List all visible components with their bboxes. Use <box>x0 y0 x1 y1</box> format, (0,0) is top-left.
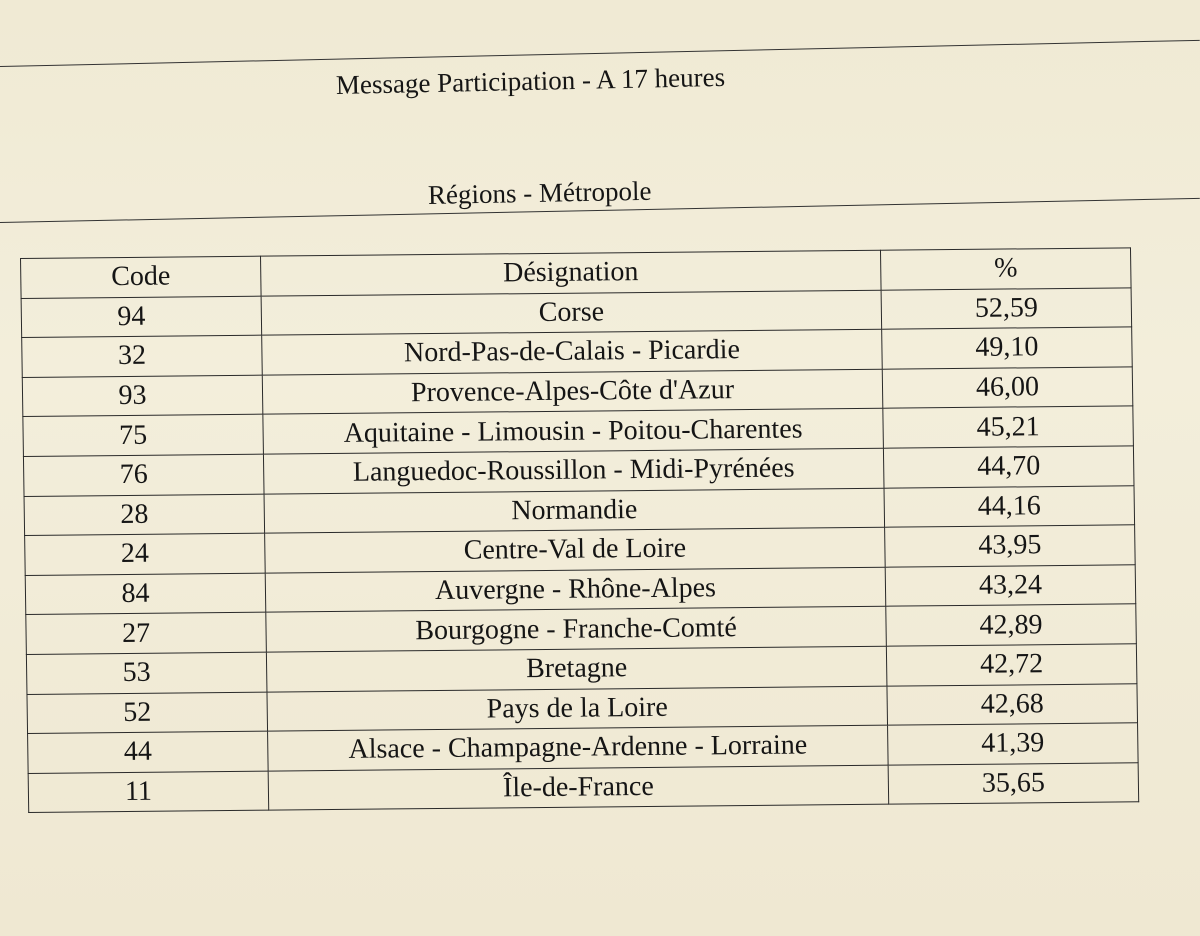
cell-designation: Aquitaine - Limousin - Poitou-Charentes <box>263 409 884 455</box>
cell-percent: 43,24 <box>885 565 1136 607</box>
table-body <box>21 287 1139 812</box>
cell-designation: Normandie <box>264 488 885 534</box>
cell-designation: Nord-Pas-de-Calais - Picardie <box>262 329 883 375</box>
cell-designation: Bourgogne - Franche-Comté <box>266 607 887 653</box>
cell-designation: Alsace - Champagne-Ardenne - Lorraine <box>268 725 889 771</box>
cell-code: 84 <box>25 573 266 615</box>
cell-percent: 41,39 <box>888 723 1139 765</box>
cell-designation: Pays de la Loire <box>267 686 888 732</box>
cell-percent: 42,89 <box>886 604 1137 646</box>
cell-designation: Corse <box>261 290 882 336</box>
cell-percent: 44,16 <box>884 485 1135 527</box>
cell-code: 44 <box>28 731 269 773</box>
cell-code: 93 <box>22 375 263 417</box>
cell-code: 94 <box>21 296 262 338</box>
cell-percent: 49,10 <box>882 327 1133 369</box>
message-title: Message Participation - A 17 heures <box>335 61 726 100</box>
cell-code: 76 <box>23 454 264 496</box>
cell-percent: 45,21 <box>883 406 1134 448</box>
cell-percent: 42,68 <box>887 683 1138 725</box>
cell-percent: 46,00 <box>882 367 1133 409</box>
participation-table-container <box>20 247 1138 813</box>
header-percent: % <box>880 248 1131 290</box>
cell-designation: Île-de-France <box>268 765 889 811</box>
cell-percent: 35,65 <box>888 763 1139 805</box>
cell-code: 75 <box>23 415 264 457</box>
cell-code: 32 <box>22 335 263 377</box>
top-divider-line <box>0 40 1200 67</box>
cell-code: 28 <box>24 494 265 536</box>
cell-code: 11 <box>28 771 269 813</box>
header-designation: Désignation <box>260 250 881 296</box>
cell-code: 24 <box>25 533 266 575</box>
participation-table <box>20 247 1139 813</box>
section-title: Régions - Métropole <box>427 175 652 210</box>
cell-code: 27 <box>26 612 267 654</box>
cell-designation: Centre-Val de Loire <box>265 527 886 573</box>
cell-designation: Languedoc-Roussillon - Midi-Pyrénées <box>263 448 884 494</box>
cell-designation: Bretagne <box>266 646 887 692</box>
cell-designation: Provence-Alpes-Côte d'Azur <box>262 369 883 415</box>
cell-percent: 43,95 <box>885 525 1136 567</box>
cell-code: 52 <box>27 692 268 734</box>
cell-designation: Auvergne - Rhône-Alpes <box>265 567 886 613</box>
cell-percent: 44,70 <box>883 446 1134 488</box>
header-code: Code <box>21 256 262 298</box>
cell-percent: 42,72 <box>886 644 1137 686</box>
cell-code: 53 <box>26 652 267 694</box>
cell-percent: 52,59 <box>881 287 1132 329</box>
